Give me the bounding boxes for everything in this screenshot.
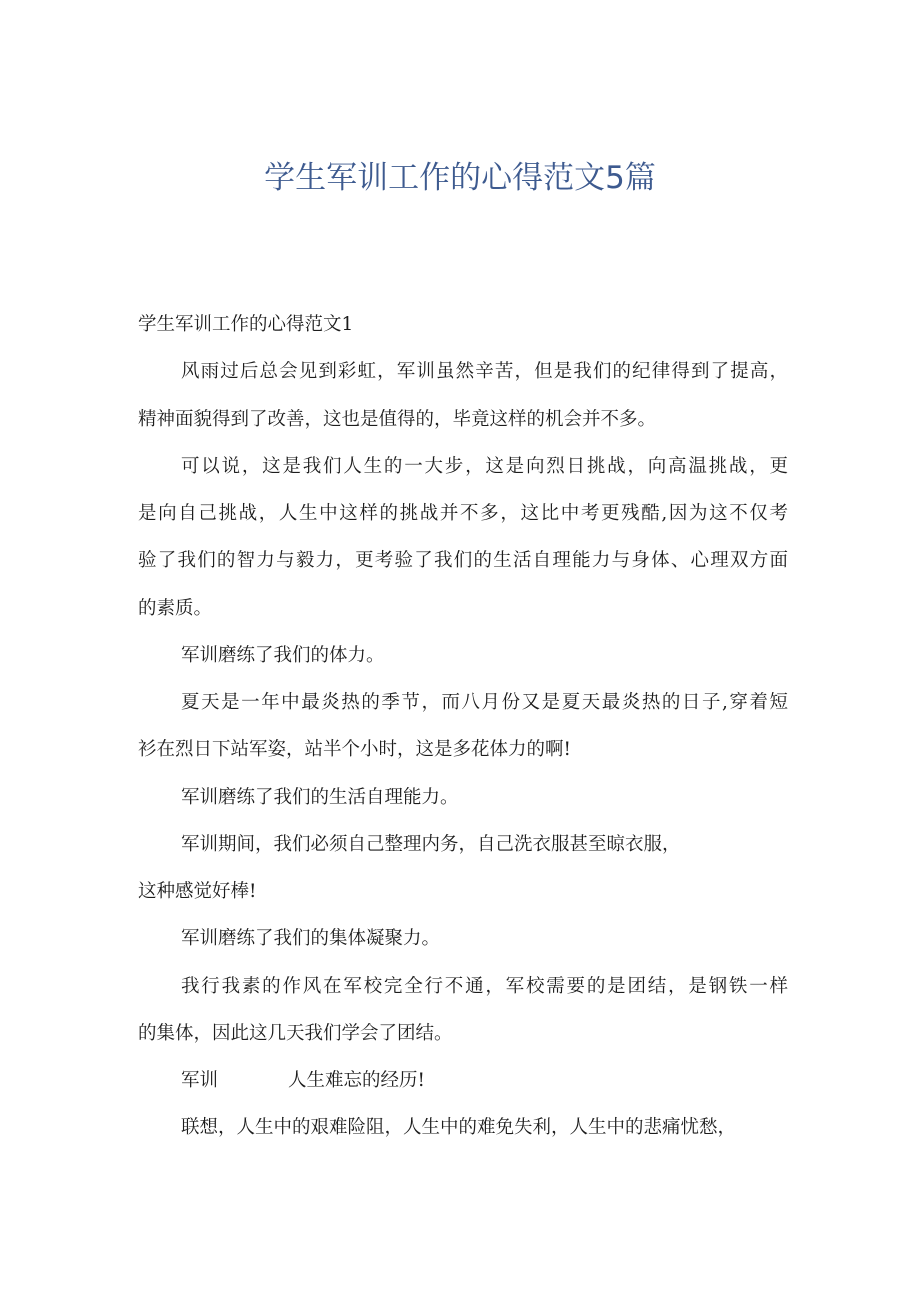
document-title: 学生军训工作的心得范文5篇 bbox=[264, 160, 656, 196]
paragraph-line: 验了我们的智力与毅力，更考验了我们的生活自理能力与身体、心理双方面 bbox=[138, 550, 788, 571]
paragraph-line: 军训磨练了我们的集体凝聚力。 bbox=[181, 928, 441, 949]
paragraph-line: 军训期间，我们必须自己整理内务，自己洗衣服甚至晾衣服， bbox=[181, 834, 681, 855]
paragraph-line bbox=[181, 1066, 425, 1096]
paragraph-line: 风雨过后总会见到彩虹，军训虽然辛苦，但是我们的纪律得到了提高， bbox=[181, 361, 788, 382]
paragraph-line: 这种感觉好棒! bbox=[138, 881, 257, 902]
paragraph-line: 精神面貌得到了改善，这也是值得的，毕竟这样的机会并不多。 bbox=[138, 409, 657, 430]
section-heading: 学生军训工作的心得范文1 bbox=[138, 314, 354, 335]
paragraph-line: 可以说，这是我们人生的一大步，这是向烈日挑战，向高温挑战，更 bbox=[181, 456, 788, 477]
text-fragment: 军训 bbox=[181, 1070, 219, 1091]
paragraph-line: 军训磨练了我们的体力。 bbox=[181, 645, 385, 666]
text-fragment: 人生难忘的经历! bbox=[288, 1070, 425, 1091]
paragraph-line: 联想，人生中的艰难险阻，人生中的难免失利，人生中的悲痛忧愁， bbox=[181, 1117, 737, 1138]
paragraph-line: 的素质。 bbox=[138, 598, 213, 619]
paragraph-line: 我行我素的作风在军校完全行不通，军校需要的是团结，是钢铁一样 bbox=[181, 976, 788, 997]
paragraph-line: 的集体，因此这几天我们学会了团结。 bbox=[138, 1023, 453, 1044]
paragraph-line: 是向自己挑战，人生中这样的挑战并不多，这比中考更残酷,因为这不仅考 bbox=[138, 503, 788, 524]
paragraph-line: 衫在烈日下站军姿，站半个小时，这是多花体力的啊! bbox=[138, 739, 571, 760]
paragraph-line: 军训磨练了我们的生活自理能力。 bbox=[181, 787, 459, 808]
paragraph-line: 夏天是一年中最炎热的季节，而八月份又是夏天最炎热的日子,穿着短 bbox=[181, 692, 788, 713]
